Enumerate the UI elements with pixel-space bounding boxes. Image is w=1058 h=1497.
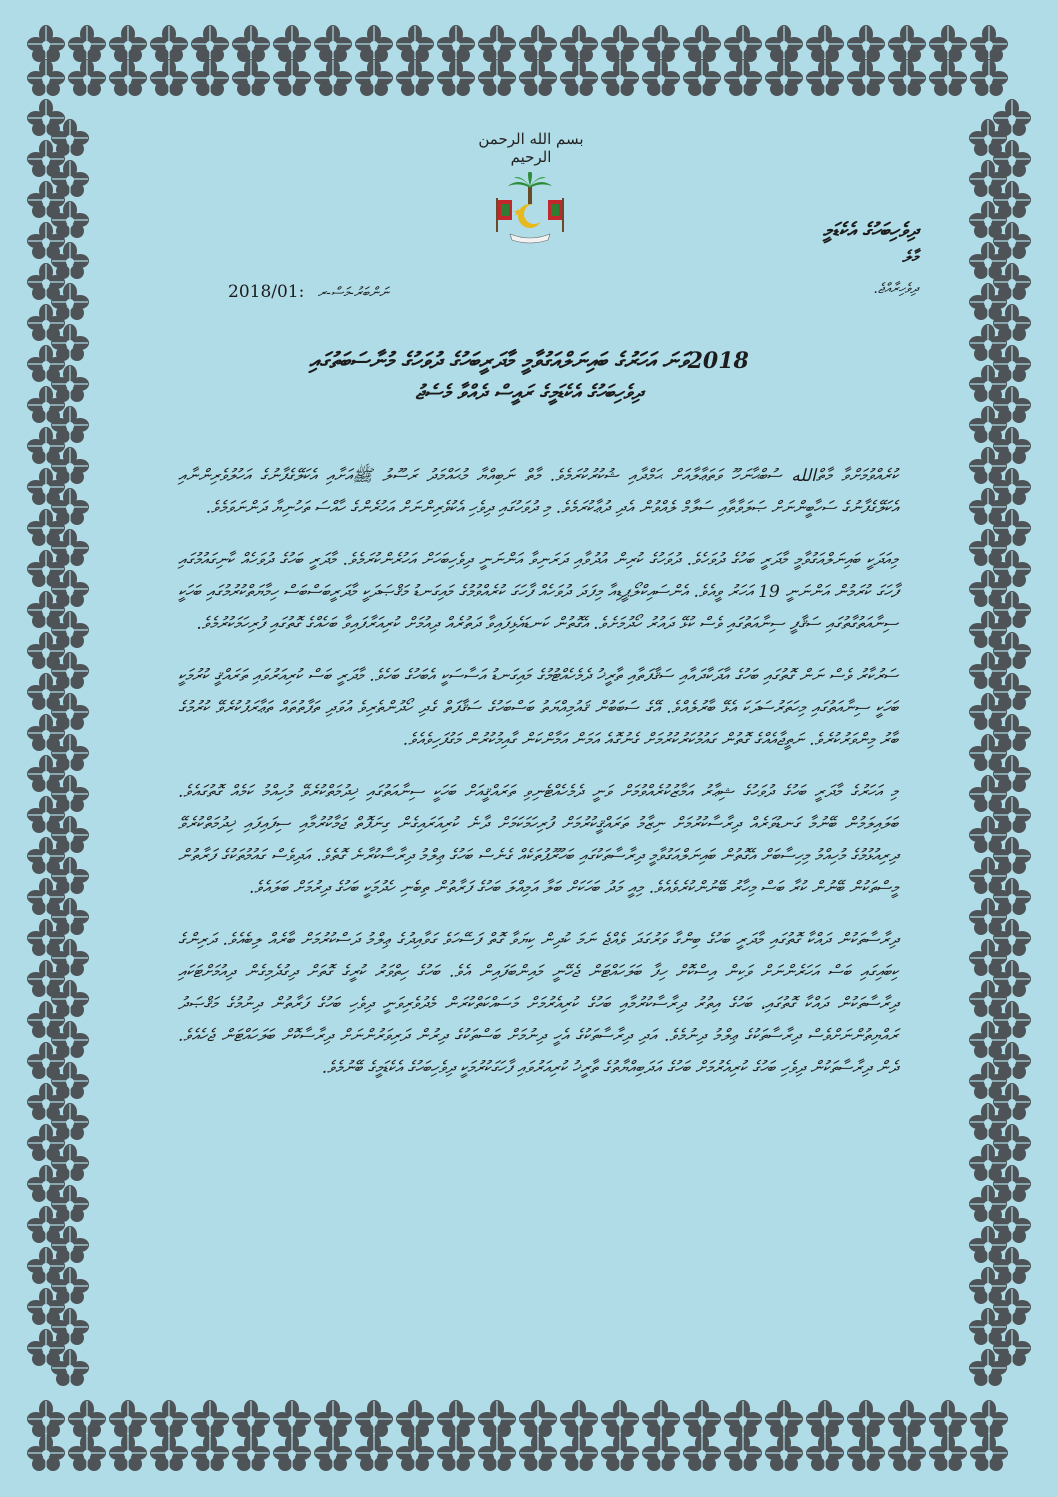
flower-icon (26, 58, 66, 98)
flower-icon (682, 58, 722, 98)
flower-icon (887, 1399, 927, 1439)
flower-icon (764, 1433, 804, 1473)
flower-icon (477, 1433, 517, 1473)
flower-icon (108, 58, 148, 98)
flower-icon (518, 1399, 558, 1439)
document-title (150, 345, 908, 407)
flower-icon (559, 1399, 599, 1439)
flower-icon (190, 1399, 230, 1439)
flower-icon (395, 1433, 435, 1473)
flower-icon (436, 1399, 476, 1439)
reference-number (228, 282, 389, 302)
flower-icon (354, 58, 394, 98)
flower-icon (600, 1433, 640, 1473)
flower-icon (846, 58, 886, 98)
flower-icon (395, 1399, 435, 1439)
paragraph: ކުރެއްވުމަށްވާ މާތްالله ސުބްޙާނަހޫ ވަތަޢާލާއަށް ޙަމްދާއި ޝުކުރުކުރަމެވެ. މާތް ނަބިއްޔާ މުޙައްމަދު ރަސޫލު ﷺއަށާއި އެކަލޭގެފާނުގެ އަހުލުވެރިންނާއި އެކަލޭގެފާނުގެ ސަހާބީންނަށް ޞަލަވާތާއި ސަލާމް ލެއްވުން އެދި ދުޢާކުރަމެވެ. މި ދުވަހުގައި ދިވެހި އެކުވެރިންނަށް އަހުރެންގެ ހާއްސަ ތަހުނިޔާ ދަންނަވަމެވެ. (178, 466, 898, 518)
flower-icon (272, 1399, 312, 1439)
bismillah-calligraphy: بسم الله الرحمن الرحيم (478, 130, 584, 166)
flower-icon (436, 1433, 476, 1473)
office-name: ދިވެހިބަހުގެ އެކެޑަމީ (822, 218, 918, 242)
flower-icon (846, 1399, 886, 1439)
flower-icon (354, 1399, 394, 1439)
maldives-state-emblem-icon (490, 172, 570, 252)
flower-icon (50, 1348, 90, 1388)
flower-icon (149, 58, 189, 98)
flower-icon (764, 58, 804, 98)
title-line-1: 2018ވަނަ އަހަރުގެ ބައިނަލްއަގުވާމީ މާދަރީބަހުގެ ދުވަހުގެ މުނާސަބަތުގައި (309, 348, 749, 374)
flower-icon (67, 1399, 107, 1439)
flower-icon (477, 1399, 517, 1439)
flower-icon (190, 1433, 230, 1473)
flower-icon (108, 1399, 148, 1439)
flower-icon (149, 1433, 189, 1473)
message-body (178, 460, 898, 1104)
flower-icon (805, 1433, 845, 1473)
flower-icon (969, 1399, 1009, 1439)
flower-icon (395, 58, 435, 98)
flower-icon (805, 1399, 845, 1439)
flower-icon (67, 1433, 107, 1473)
reference-number-value: 2018/01: (228, 282, 305, 302)
title-line-2: ދިވެހިބަހުގެ އެކެޑަމީގެ ރައީސް ދެއްވާ މެސެޖު (415, 380, 643, 404)
flower-icon (477, 58, 517, 98)
flower-icon (600, 58, 640, 98)
flower-icon (149, 1399, 189, 1439)
flower-icon (600, 1399, 640, 1439)
flower-icon (723, 58, 763, 98)
flower-icon (559, 58, 599, 98)
flower-icon (354, 1433, 394, 1473)
flower-icon (231, 58, 271, 98)
flower-icon (969, 1433, 1009, 1473)
flower-icon (108, 1433, 148, 1473)
flower-icon (846, 1433, 886, 1473)
flower-icon (518, 1433, 558, 1473)
flower-icon (805, 58, 845, 98)
office-address-block (618, 215, 918, 301)
flower-icon (682, 1433, 722, 1473)
flower-icon (26, 1399, 66, 1439)
flower-icon (231, 1433, 271, 1473)
flower-icon (969, 58, 1009, 98)
flower-icon (231, 1399, 271, 1439)
paragraph: މި އަހަރުގެ މާދަރީ ބަހުގެ ދުވަހުގެ ޝިޢާރު އަމާޒުކުރެއްވުމަށް ވަނީ ދެމެހެއްޓެނިވި ތަރައްޤީއަށް ބަހަކީ ސިނާއަތުގައި ޚިދުމަތްކުރެވޭ މުހިއްމު ކަމެއް ގޮތުގައެވެ. ބަލައިލަމުން ބޭނުމާ ގަނޑުވަރެއް ދިރާސާކުރުމަށް ނިޒާމު ތަރައްޤީކުރުމަށް ފުރިހަމަކަމަށް ދާނެ ކުރިއަރައިގެން ގިނަފޮތް ޖަމާކުރުމާއި ސިފައިފައި ޚިދުމަތްކުރެވޭ ދިރިއުޅުމުގެ މުހިއްމު މިހިސާބަށް އެގޮތުން ބައިނަލްއަގުވާމީ ދިރާސާތަކުގައި ބަހުރޫޕުތަކެއް ގެނެސް ބަހުގެ ޢިލްމު ދިރާސާކުރާނެ ގޮތެވެ. އަދިވެސް ގައުމުތަކުގެ ފަރާތުން މީސްތަކުން ބޭނުން ކުރާ ބަސް މިހާރު ބޭނުންކުރެވެއެވެ. މިއީ މަދު ބަހަކަށް ބަލާ އަމިއްލަ ބަހުގެ ފަރާތުން ތިބެނި ހެދުމަކީ ބަހުގެ ދިރުމަށް ބަލައެވެ. (178, 782, 898, 898)
flower-icon (313, 1433, 353, 1473)
country-label: ދިވެހިރާއްޖެ. (873, 281, 918, 297)
flower-icon (559, 1433, 599, 1473)
flower-icon (723, 1399, 763, 1439)
office-city: މާލެ (902, 247, 918, 266)
flower-icon (641, 1399, 681, 1439)
flower-icon (518, 58, 558, 98)
paragraph: މިއަދަކީ ބައިނަލްއަގުވާމީ މާދަރީ ބަހުގެ ދުވަހެވެ. ދުވަހުގެ ކުރިން އުދުވާއި ދަރަނިވާ އަންނަނީ ދިވެހިބަހަށް އަހުރެންކުރަމެވެ. މާދަރީ ބަހުގެ ދުވަހެއް ކާނިގައުމުގައި ފާހަގަ ކުރަމުން އަންނަނީ 19 އަހަރު ވީއެވެ. އެންސައިކްލޯޕީޑިއާ މިފަދަ ދުވަހެއް ފާހަގަ ކުރެއްވުމުގެ މައިގަނޑު މަޤްޞަދަކީ މާދަރީބަސްބަސް ހިމާޔަތްކުރުމުގައި ބަހަކީ ސިނާއަތުގާތުގައި ސަޤާފީ ސިނާއަތުގައި ވެސް ކުޅޭ ދައުރު ހޯދުމަށެވެ. އެގޮތުން ކަނޑައެޅިފައިވާ ދަތުރެއް ދިއުމަށް ކުރިއަރާފައިވާ ބަހެއްގެ ގޮތުގައި ފުރިހަމަކުރުމެވެ. (178, 550, 898, 634)
flower-icon (928, 58, 968, 98)
flower-icon (887, 58, 927, 98)
flower-icon (641, 1433, 681, 1473)
reference-number-label: ނަންބަރު-މަސް-ރ (317, 285, 389, 301)
flower-icon (723, 1433, 763, 1473)
flower-icon (887, 1433, 927, 1473)
flower-icon (764, 1399, 804, 1439)
flower-icon (641, 58, 681, 98)
paragraph: ސަރުކާރު ވެސް ނަން ގޮތުގައި ބަހުގެ އާދަކާދައާއި ސަޤާފަތާއި ތާރީޚު ދެމެހެއްޓުމުގެ މައިގަނޑު އަސާސަކީ އެބަހުގެ ބަހެވެ. މާދަރީ ބަސް ކުރިއަރުވައި ތަރައްޤީ ކުރުމަކީ ބަހަކީ ސިނާއަތުގައި މިހަތަރުސަދަކަ އެޅޭ ބާރުލެއްވެ. އޭގެ ސަބަބުން ޤައުމިއްޔަތު ބަސްބަހުގެ ސަޤާފަތް ގެދި ހޯދުންތެރިވެ އުވަދި ތަފާތުތައް ތަޢާރަފުކުރެވޭ ކުރުމުގެ ބާރު މިންވަރުކުރެވެ. ނަތީޖާއެއްގެ ގޮތުން ގައުމުކަރުކުރުމަށް ގެނުގޮއެ އަމަން އަމާންކަން ގާއިމުކުރުން މަގުފަހިވެއެވެ. (178, 666, 898, 750)
flower-icon (682, 1399, 722, 1439)
flower-icon (928, 1433, 968, 1473)
flower-icon (67, 58, 107, 98)
flower-icon (272, 1433, 312, 1473)
flower-icon (436, 58, 476, 98)
flower-icon (928, 1399, 968, 1439)
flower-icon (313, 1399, 353, 1439)
flower-icon (968, 1348, 1008, 1388)
paragraph: ދިރާސާތަކުން ދައްކާ ގޮތުގައި މާދަރީ ބަހުގެ ބިންގާ ވަރުގަދަ ވެއްޖެ ނަމަ ކުދިން ކިޔަވާ ގޮތް ފަސޭހަވެ ގަވާއިދުގެ ޢިލްމު ދަސްކުރުމަށް ބާރެއް ލިބެއެވެ. ދަރިންގެ ކިބައިގައި ބަސް އަހަރެންނަށް ވަކިން އިސްކޮށް ހިފާ ބަލަހައްޓަން ޖެހޭނީ މައިންބަފައިން އެވެ. ބަހުގެ ހިތްވަރު ކުރީގެ ގޮތަށް ދިގުދެމިގެން ދިއުމަށްޓަކައި ދިރާސާތަކުން ދައްކާ ގޮތުގައި، ބަހުގެ އިތުރު ދިރާސާކުރުމާއި ބަހުގެ ކުރިއެރުމަށް މަސައްކަތްކުރަން މެދުވެރިވަނީ ދިވެހި ބަހުގެ ފަރާތުން ދިނުމުގެ މަޤްޞަދު ރައްޔިތުންނަށްވެސް ދިރާސާތަކުގެ ޢިލްމު ދިނުމެވެ. އަދި ދިރާސާތަކުގެ އެހީ ދިނުމަށް ބަސްތަކުގެ ދިރުން ދަރިވަރުންނަށް ދިރާސާކޮށް ބަލަހައްޓަން ޖެހެއެވެ. ދެން ދިރާސާތަކުން ދިވެހި ބަހުގެ ކުރިއެރުމަށް ބަހުގެ އަދަބިއްޔާތުގެ ތާރީޚު ކުރިއަރުވައި ފާހަގަކުރުމަކީ ދިވެހިބަހުގެ އެކެޑަމީގެ ބޭނުމެވެ. (178, 930, 898, 1078)
flower-icon (272, 58, 312, 98)
flower-icon (190, 58, 230, 98)
flower-icon (26, 1433, 66, 1473)
flower-icon (313, 58, 353, 98)
